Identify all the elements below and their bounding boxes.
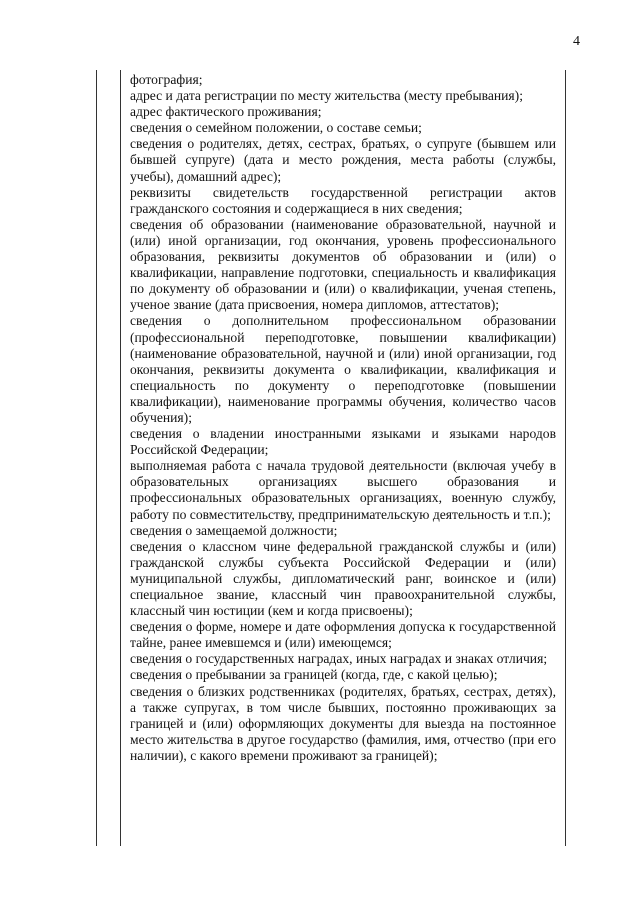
list-item: сведения о классном чине федеральной гражданской службы и (или) гражданской службы субъекта Российской Федерации и (или) муниципальной службы, дипломатический ранг, воинское и (или) специальное звание, классный чин правоохранительной службы, классный чин юстиции (кем и когда присвоены); <box>130 538 556 619</box>
list-item: реквизиты свидетельств государственной регистрации актов гражданского состояния и содержащиеся в них сведения; <box>130 184 556 216</box>
list-item: выполняемая работа с начала трудовой деятельности (включая учебу в образовательных организациях высшего образования и профессиональных образовательных организациях, военную службу, работу по совместительству, предпринимательскую деятельность и т.п.); <box>130 458 556 522</box>
list-item: адрес фактического проживания; <box>130 104 322 120</box>
list-item: сведения о форме, номере и дате оформления допуска к государственной тайне, ранее имевшемся и (или) имеющемся; <box>130 619 556 651</box>
data-table <box>96 70 566 846</box>
list-item: сведения о родителях, детях, сестрах, братьях, о супруге (бывшем или бывшей супруге) (дата и место рождения, места работы (службы, учебы), домашний адрес); <box>130 136 556 184</box>
list-item: фотография; <box>130 72 203 87</box>
list-item: сведения о близких родственниках (родителях, братьях, сестрах, детях), а также супругах, в том числе бывших, постоянно проживающих за границей и (или) оформляющих документы для выезда на постоянное место жительства в другое государство (фамилия, имя, отчество (при его наличии), с какого времени проживают за границей); <box>130 683 556 763</box>
list-item: сведения о семейном положении, о составе семьи; <box>130 120 422 136</box>
table-border-right <box>565 70 566 846</box>
table-cell-content <box>130 72 556 764</box>
page-number: 4 <box>573 34 580 49</box>
list-item: сведения о государственных наградах, иных наградах и знаках отличия; <box>130 651 548 667</box>
list-item: адрес и дата регистрации по месту жительства (месту пребывания); <box>130 88 523 104</box>
list-item: сведения о дополнительном профессиональном образовании (профессиональной переподготовке, повышении квалификации) (наименование образовательной, научной и (или) иной организации, год окончания, реквизиты документа о квалификации, квалификация и специальность по документу о переподготовке (повышении квалификации), наименование программы обучения, количество часов обучения); <box>130 313 556 425</box>
list-item: сведения о пребывании за границей (когда, где, с какой целью); <box>130 667 498 683</box>
list-item: сведения о владении иностранными языками и языками народов Российской Федерации; <box>130 426 556 458</box>
table-column-divider <box>120 70 121 846</box>
table-border-left <box>96 70 97 846</box>
list-item: сведения о замещаемой должности; <box>130 522 338 538</box>
list-item: сведения об образовании (наименование образовательной, научной и (или) иной организации, год окончания, уровень профессионального образования, реквизиты документов об образовании и (или) о квалификации, направление подготовки, специальность и квалификация по документу об образовании и (или) о квалификации, ученая степень, ученое звание (дата присвоения, номера дипломов, аттестатов); <box>130 216 556 313</box>
